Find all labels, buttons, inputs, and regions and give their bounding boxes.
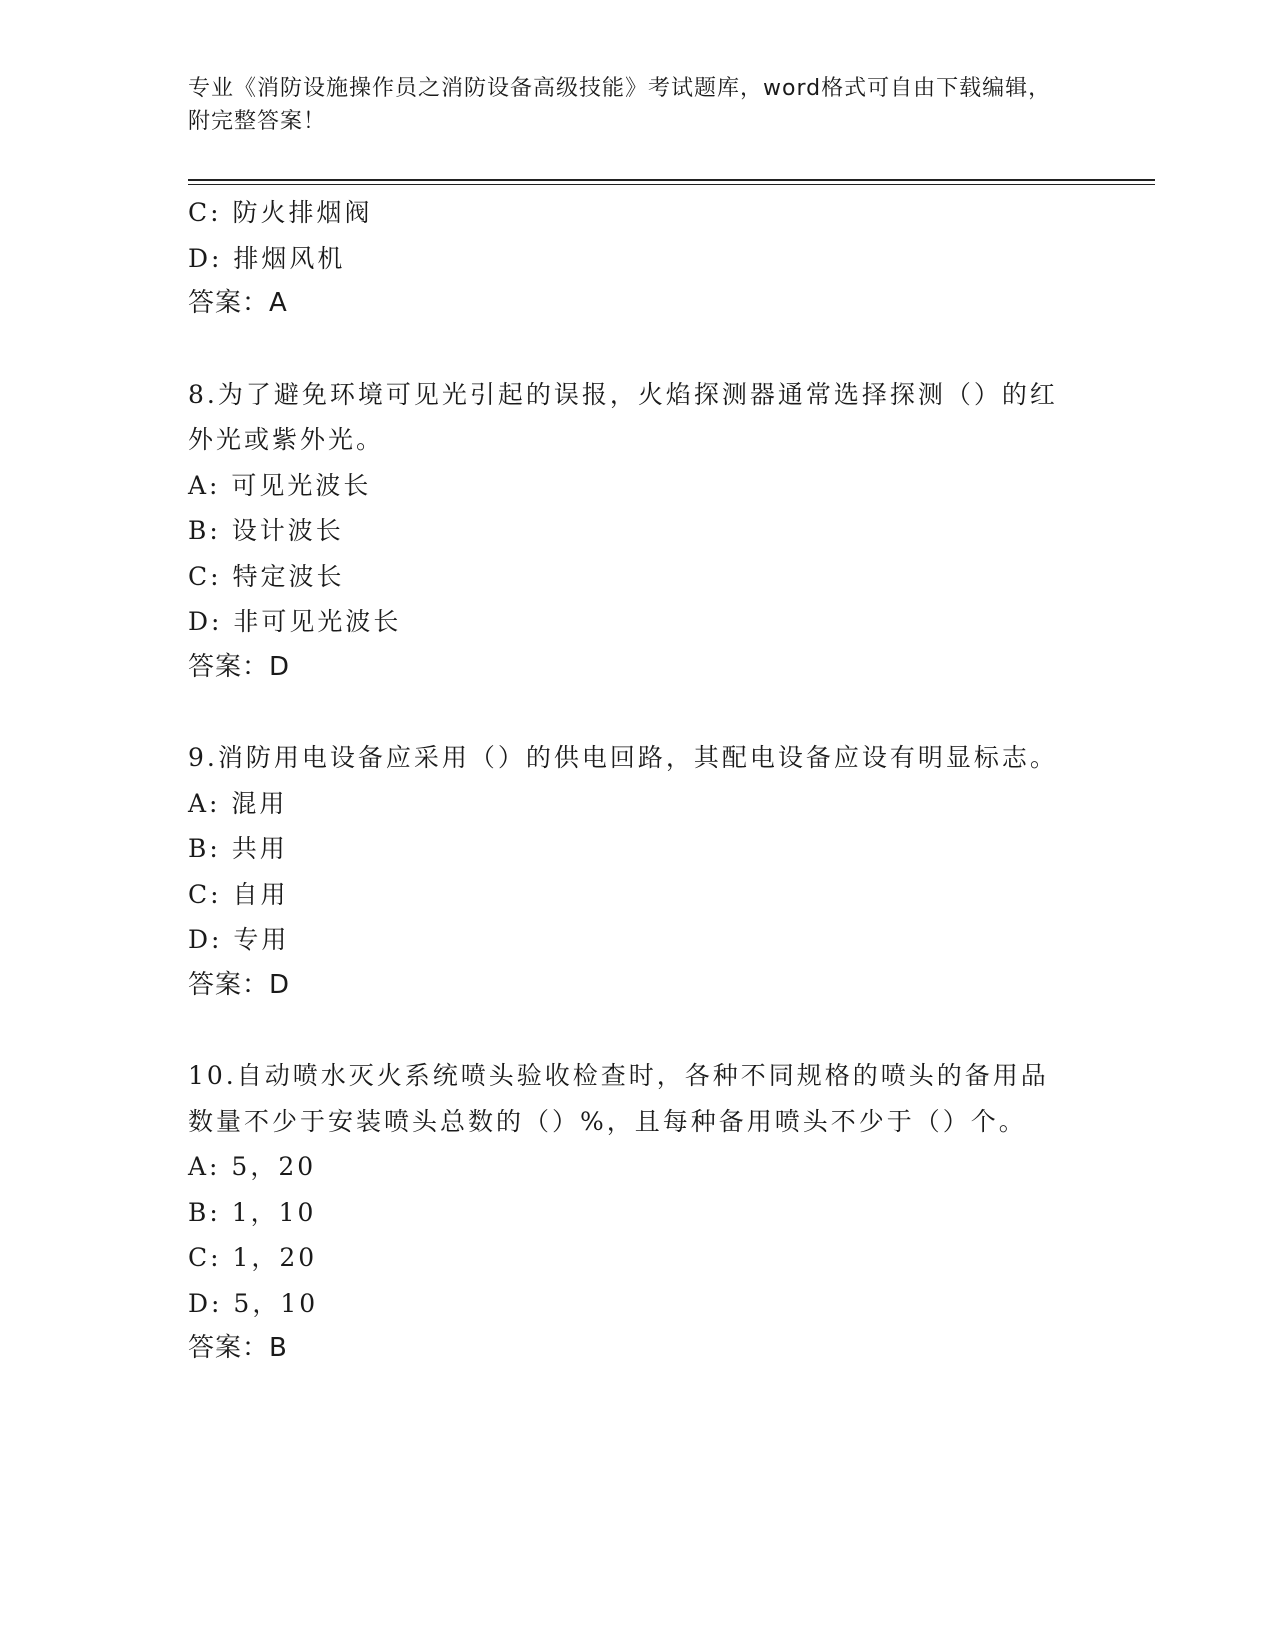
question-block-10 bbox=[188, 1053, 1088, 1372]
answer-line: 答案：B bbox=[188, 1333, 288, 1363]
answer-line: 答案：A bbox=[188, 288, 288, 318]
question-text: 10.自动喷水灭火系统喷头验收检查时，各种不同规格的喷头的备用品数量不少于安装喷头总数的（）%，且每种备用喷头不少于（）个。 bbox=[188, 1061, 1049, 1136]
answer-line: 答案：D bbox=[188, 969, 291, 1000]
option-b: B: 共用 bbox=[188, 834, 288, 863]
option-b: B: 1，10 bbox=[188, 1197, 317, 1227]
option-b: B: 设计波长 bbox=[188, 516, 344, 545]
question-block-7 bbox=[188, 190, 1088, 327]
option-c: C: 1，20 bbox=[188, 1243, 318, 1272]
question-list bbox=[188, 190, 1088, 1372]
question-text: 9.消防用电设备应采用（）的供电回路，其配电设备应设有明显标志。 bbox=[188, 743, 1058, 772]
answer-line: 答案：D bbox=[188, 651, 291, 682]
spacer bbox=[188, 690, 1088, 735]
spacer bbox=[188, 1008, 1088, 1053]
question-text: 8.为了避免环境可见光引起的误报，火焰探测器通常选择探测（）的红外光或紫外光。 bbox=[188, 379, 1058, 454]
option-c: C: 自用 bbox=[188, 879, 289, 909]
option-a: A: 可见光波长 bbox=[188, 470, 372, 500]
option-c: C: 防火排烟阀 bbox=[188, 198, 373, 227]
option-a: A: 5，20 bbox=[188, 1152, 317, 1181]
header-divider-thick bbox=[188, 179, 1155, 181]
option-a: A: 混用 bbox=[188, 788, 288, 818]
document-header: 专业《消防设施操作员之消防设备高级技能》考试题库，word格式可自由下载编辑，附完整答案！ bbox=[188, 76, 1052, 134]
option-d: D: 专用 bbox=[188, 925, 290, 954]
option-c: C: 特定波长 bbox=[188, 561, 345, 591]
option-d: D: 排烟风机 bbox=[188, 243, 346, 273]
option-d: D: 非可见光波长 bbox=[188, 607, 402, 636]
header-divider-thin bbox=[188, 184, 1155, 185]
question-block-8 bbox=[188, 372, 1088, 691]
option-d: D: 5，10 bbox=[188, 1288, 319, 1318]
spacer bbox=[188, 327, 1088, 372]
question-block-9 bbox=[188, 735, 1088, 1008]
